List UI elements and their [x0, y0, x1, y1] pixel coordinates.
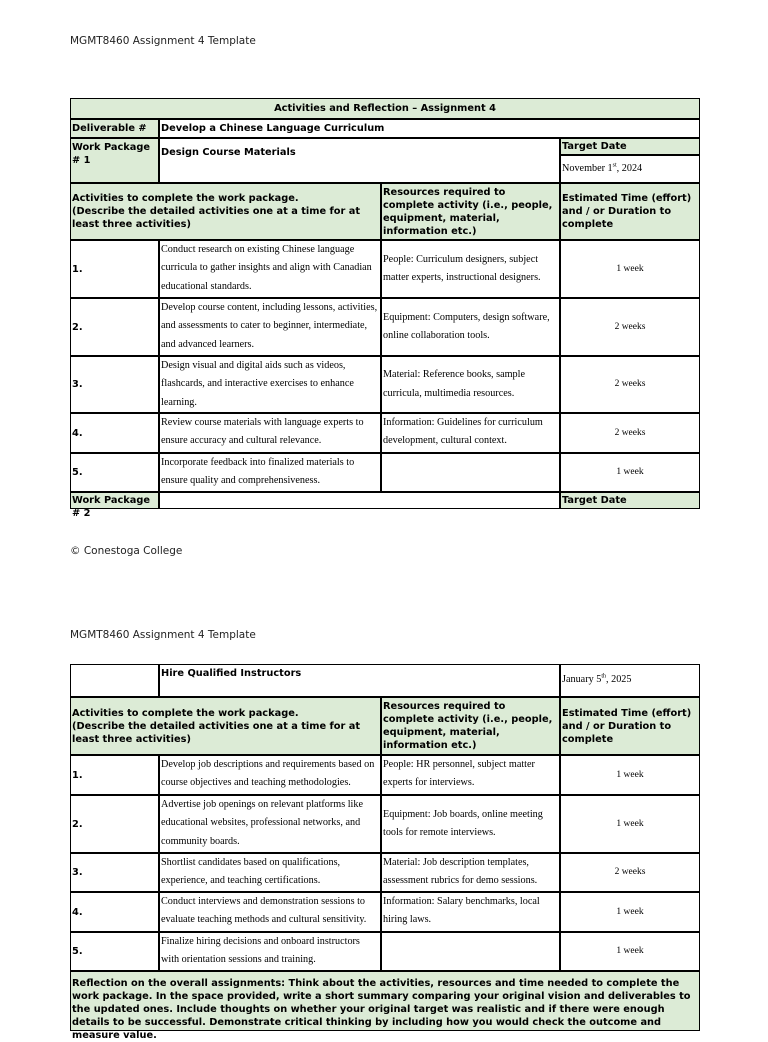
row-resource	[381, 932, 560, 971]
page-header: MGMT8460 Assignment 4 Template	[70, 35, 256, 47]
row-activity: Shortlist candidates based on qualifications, experience, and teaching certifications.	[159, 853, 381, 892]
row-resource: People: Curriculum designers, subject matter experts, instructional designers.	[381, 240, 560, 298]
row-number: 4.	[70, 892, 159, 932]
row-time: 2 weeks	[560, 356, 700, 413]
col-header-resources-2: Resources required to complete activity (i.e., people, equipment, material, information etc.)	[381, 697, 560, 755]
row-activity: Advertise job openings on relevant platforms like educational websites, professional networks, and community boards.	[159, 795, 381, 853]
row-resource	[381, 453, 560, 492]
row-time: 2 weeks	[560, 298, 700, 356]
row-time: 2 weeks	[560, 413, 700, 453]
deliverable-value: Develop a Chinese Language Curriculum	[159, 119, 700, 138]
row-time: 1 week	[560, 892, 700, 932]
row-resource: Information: Salary benchmarks, local hiring laws.	[381, 892, 560, 932]
wp2-label-cont	[70, 664, 159, 697]
wp1-value: Design Course Materials	[159, 138, 560, 183]
col-header-time-2: Estimated Time (effort) and / or Duration to complete	[560, 697, 700, 755]
wp2-target-date-year: , 2025	[606, 674, 632, 686]
row-time: 1 week	[560, 795, 700, 853]
wp2-target-date-suffix: th	[601, 673, 606, 680]
col-header-time: Estimated Time (effort) and / or Duration to complete	[560, 183, 700, 240]
row-activity: Conduct research on existing Chinese language curricula to gather insights and align with Canadian educational standards.	[159, 240, 381, 298]
row-time: 1 week	[560, 240, 700, 298]
row-time: 2 weeks	[560, 853, 700, 892]
row-number: 5.	[70, 453, 159, 492]
row-time: 1 week	[560, 453, 700, 492]
row-time: 1 week	[560, 755, 700, 795]
row-activity: Incorporate feedback into finalized materials to ensure quality and comprehensiveness.	[159, 453, 381, 492]
col-header-resources: Resources required to complete activity (i.e., people, equipment, material, information etc.)	[381, 183, 560, 240]
reflection-prompt: Reflection on the overall assignments: Think about the activities, resources and time needed to complete the work package. In the space provided, write a short summary comparing your original vision and deliverables to the updated ones. Include thoughts on whether your original target was realistic and if there were enough details to be successful. Demonstrate critical thinking by including how you would check the outcome and measure value.	[70, 971, 700, 1031]
col-header-activities: Activities to complete the work package. (Describe the detailed activities one at a time for at least three activities)	[70, 183, 381, 240]
wp1-label: Work Package # 1	[70, 138, 159, 183]
target-date-suffix: st	[612, 162, 617, 169]
row-activity: Design visual and digital aids such as videos, flashcards, and interactive exercises to enhance learning.	[159, 356, 381, 413]
target-date-label: Target Date	[560, 138, 700, 155]
row-resource: People: HR personnel, subject matter experts for interviews.	[381, 755, 560, 795]
row-activity: Conduct interviews and demonstration sessions to evaluate teaching methods and cultural sensitivity.	[159, 892, 381, 932]
row-resource: Equipment: Job boards, online meeting tools for remote interviews.	[381, 795, 560, 853]
page-header-2: MGMT8460 Assignment 4 Template	[70, 629, 256, 641]
row-activity: Develop job descriptions and requirements based on course objectives and teaching methodologies.	[159, 755, 381, 795]
row-number: 5.	[70, 932, 159, 971]
row-number: 1.	[70, 240, 159, 298]
deliverable-label: Deliverable #	[70, 119, 159, 138]
wp2-target-date-value	[560, 664, 700, 697]
row-number: 1.	[70, 755, 159, 795]
wp2-value-empty	[159, 492, 560, 509]
wp2-value: Hire Qualified Instructors	[159, 664, 560, 697]
row-number: 3.	[70, 356, 159, 413]
row-number: 3.	[70, 853, 159, 892]
col-header-activities-2: Activities to complete the work package. (Describe the detailed activities one at a time for at least three activities)	[70, 697, 381, 755]
row-number: 2.	[70, 298, 159, 356]
page-footer: © Conestoga College	[70, 545, 183, 557]
row-activity: Develop course content, including lessons, activities, and assessments to cater to beginner, intermediate, and advanced learners.	[159, 298, 381, 356]
target-date-day: November 1	[562, 162, 613, 174]
row-time: 1 week	[560, 932, 700, 971]
wp2-label: Work Package # 2	[70, 492, 159, 509]
target-date-year: , 2024	[616, 162, 643, 174]
row-resource: Material: Job description templates, assessment rubrics for demo sessions.	[381, 853, 560, 892]
row-number: 4.	[70, 413, 159, 453]
wp2-target-date-day: January 5	[562, 674, 602, 686]
table-title: Activities and Reflection – Assignment 4	[70, 98, 700, 119]
row-activity: Finalize hiring decisions and onboard instructors with orientation sessions and training.	[159, 932, 381, 971]
row-activity: Review course materials with language experts to ensure accuracy and cultural relevance.	[159, 413, 381, 453]
row-number: 2.	[70, 795, 159, 853]
wp2-target-date-label: Target Date	[560, 492, 700, 509]
row-resource: Equipment: Computers, design software, online collaboration tools.	[381, 298, 560, 356]
row-resource: Material: Reference books, sample curricula, multimedia resources.	[381, 356, 560, 413]
row-resource: Information: Guidelines for curriculum development, cultural context.	[381, 413, 560, 453]
target-date-value	[560, 155, 700, 183]
